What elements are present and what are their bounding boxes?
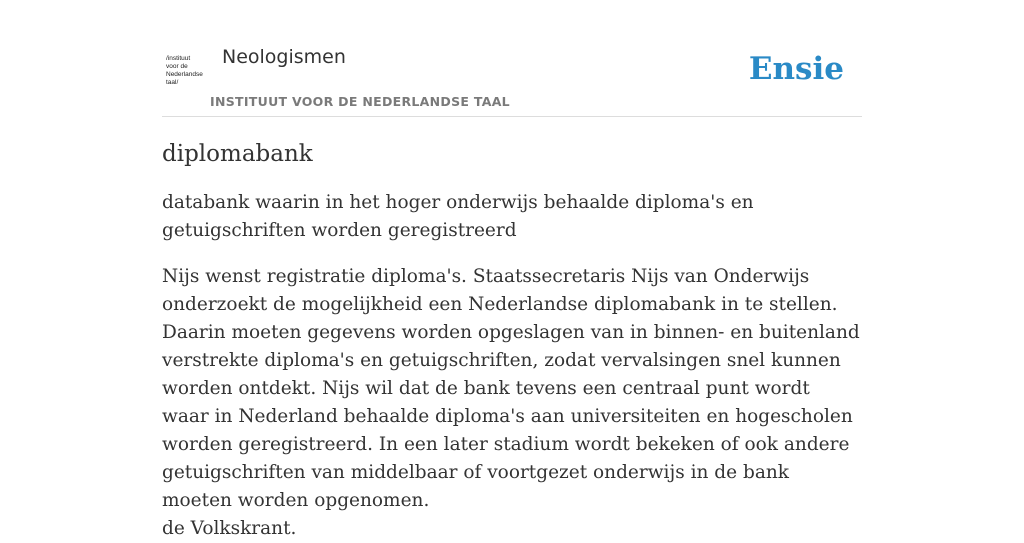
site-name-link[interactable]: Neologismen — [222, 46, 346, 68]
ensie-brand-link[interactable]: Ensie — [748, 51, 844, 87]
institute-name: INSTITUUT VOOR DE NEDERLANDSE TAAL — [210, 94, 510, 109]
quote-source: de Volkskrant. — [162, 518, 297, 539]
logo-line: /instituut — [166, 55, 191, 62]
logo-line: taal/ — [166, 79, 179, 86]
entry-term: diplomabank — [162, 141, 313, 167]
logo-line: Nederlandse — [166, 71, 203, 78]
logo-line: voor de — [166, 63, 188, 70]
site-header — [162, 0, 862, 117]
entry-content — [162, 138, 862, 543]
quote-text: Nijs wenst registratie diploma's. Staatssecretaris Nijs van Onderwijs onderzoekt de mogelijkheid een Nederlandse diplomabank in te stellen. Daarin moeten gegevens worden opgeslagen van in binnen- en buitenland verstrekte diploma's en getuigschriften, zodat vervalsingen snel kunnen worden ontdekt. Nijs wil dat de bank tevens een centraal punt wordt waar in Nederland behaalde diploma's aan universiteiten en hogescholen worden geregistreerd. In een later stadium wordt bekeken of ook andere getuigschriften van middelbaar of voortgezet onderwijs in de bank moeten worden opgenomen. — [162, 266, 860, 511]
ivdnt-logo[interactable] — [166, 55, 210, 91]
entry-definition: databank waarin in het hoger onderwijs behaalde diploma's en getuigschriften worden geregistreerd — [162, 192, 754, 241]
entry-quote — [162, 263, 862, 543]
